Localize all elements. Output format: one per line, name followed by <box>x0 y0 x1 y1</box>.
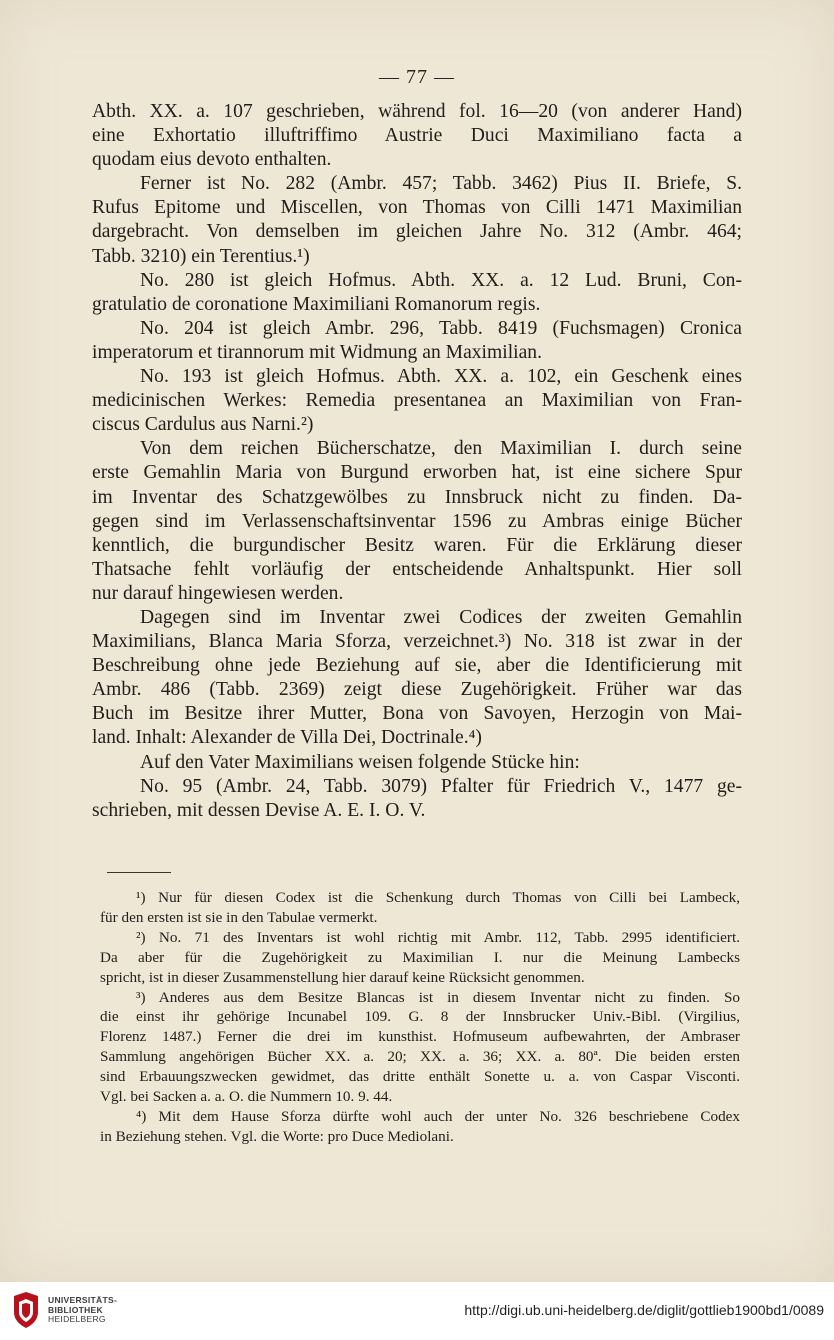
footnote-line: ³) Anderes aus dem Besitze Blancas ist in diesem Inventar nicht zu finden. So <box>136 988 740 1006</box>
body-line: Von dem reichen Bücherschatze, den Maximilian I. durch seine <box>140 438 742 460</box>
body-line: land. Inhalt: Alexander de Villa Dei, Doctrinale.⁴) <box>92 727 482 749</box>
footnote-line: ²) No. 71 des Inventars ist wohl richtig mit Ambr. 112, Tabb. 2995 identificiert. <box>136 928 740 946</box>
footnote-line: in Beziehung stehen. Vgl. die Worte: pro Duce Mediolani. <box>100 1127 454 1145</box>
library-name-line: BIBLIOTHEK <box>48 1304 103 1315</box>
body-line: Ferner ist No. 282 (Ambr. 457; Tabb. 3462) Pius II. Briefe, S. <box>140 173 742 195</box>
body-line: No. 193 ist gleich Hofmus. Abth. XX. a. 102, ein Geschenk eines <box>140 366 742 388</box>
footnote-line: Vgl. bei Sacken a. a. O. die Nummern 10. 9. 44. <box>100 1088 393 1106</box>
body-line: quodam eius devoto enthalten. <box>92 149 332 171</box>
body-line: No. 280 ist gleich Hofmus. Abth. XX. a. 12 Lud. Bruni, Con- <box>140 269 742 291</box>
body-line: Abth. XX. a. 107 geschrieben, während fol. 16—20 (von anderer Hand) <box>92 101 742 122</box>
body-line: No. 95 (Ambr. 24, Tabb. 3079) Pfalter für Friedrich V., 1477 ge- <box>140 775 742 797</box>
body-line: gratulatio de coronatione Maximiliani Romanorum regis. <box>92 293 541 315</box>
body-line: Tabb. 3210) ein Terentius.¹) <box>92 245 310 267</box>
body-line: Ambr. 486 (Tabb. 2369) zeigt diese Zugehörigkeit. Früher war das <box>92 679 742 701</box>
footnote-line: sind Erbauungszwecken gewidmet, das dritte enthält Sonette u. a. von Caspar Visconti. <box>100 1068 740 1086</box>
library-name-line: HEIDELBERG <box>48 1314 106 1324</box>
body-line: Beschreibung ohne jede Beziehung auf sie, aber die Identificierung mit <box>92 655 742 677</box>
body-line: dargebracht. Von demselben im gleichen Jahre No. 312 (Ambr. 464; <box>92 221 742 243</box>
body-line: imperatorum et tirannorum mit Widmung an Maximilian. <box>92 341 542 363</box>
body-line: Maximilians, Blanca Maria Sforza, verzeichnet.³) No. 318 ist zwar in der <box>92 631 742 653</box>
footnote-line: Sammlung angehörigen Bücher XX. a. 20; XX. a. 36; XX. a. 80ª. Die beiden ersten <box>100 1048 740 1066</box>
body-line: No. 204 ist gleich Ambr. 296, Tabb. 8419 (Fuchsmagen) Cronica <box>140 317 742 339</box>
body-line: gegen sind im Verlassenschaftsinventar 1596 zu Ambras einige Bücher <box>92 510 742 532</box>
body-line: eine Exhortatio illuftriffimo Austrie Duci Maximiliano facta a <box>92 125 742 147</box>
body-line: Rufus Epitome und Miscellen, von Thomas von Cilli 1471 Maximilian <box>92 197 742 219</box>
body-line: medicinischen Werkes: Remedia presentanea an Maximilian von Fran- <box>92 390 742 412</box>
footnote-line: spricht, ist in dieser Zusammenstellung hier darauf keine Rücksicht genommen. <box>100 968 585 986</box>
body-line: Thatsache fehlt vorläufig der entscheidende Anhaltspunkt. Hier soll <box>92 558 742 580</box>
library-name-line: UNIVERSITÄTS- <box>48 1295 118 1305</box>
footnotes <box>100 888 740 1147</box>
body-line: nur darauf hingewiesen werden. <box>92 582 344 604</box>
footnote-line: die einst ihr gehörige Incunabel 109. G. 8 der Innsbrucker Univ.-Bibl. (Virgilius, <box>100 1008 740 1026</box>
footer-bar <box>0 1282 834 1340</box>
footnote-line: für den ersten ist sie in den Tabulae vermerkt. <box>100 908 378 926</box>
body-line: im Inventar des Schatzgewölbes zu Innsbruck nicht zu finden. Da- <box>92 486 742 508</box>
body-line: Buch im Besitze ihrer Mutter, Bona von Savoyen, Herzogin von Mai- <box>92 703 742 725</box>
body-line: schrieben, mit dessen Devise A. E. I. O. V. <box>92 799 426 821</box>
library-name <box>48 1296 117 1325</box>
footnote-line: Da aber für die Zugehörigkeit zu Maximilian I. nur die Meinung Lambecks <box>100 948 740 966</box>
body-text <box>92 100 742 823</box>
footnote-divider <box>107 872 171 873</box>
body-line: erste Gemahlin Maria von Burgund erworben hat, ist eine sichere Spur <box>92 462 742 484</box>
body-line: kenntlich, die burgundischer Besitz waren. Für die Erklärung dieser <box>92 534 742 556</box>
footnote-line: Florenz 1487.) Ferner die drei im kunsthist. Hofmuseum aufbewahrten, der Ambraser <box>100 1028 740 1046</box>
body-line: Auf den Vater Maximilians weisen folgende Stücke hin: <box>140 751 580 773</box>
body-line: ciscus Cardulus aus Narni.²) <box>92 414 314 436</box>
university-library-logo-icon <box>8 1290 44 1330</box>
footnote-line: ¹) Nur für diesen Codex ist die Schenkung durch Thomas von Cilli bei Lambeck, <box>136 889 740 906</box>
page-number: — 77 — <box>379 66 455 88</box>
source-url-link[interactable]: http://digi.ub.uni-heidelberg.de/diglit/gottlieb1900bd1/0089 <box>464 1302 824 1318</box>
footnote-line: ⁴) Mit dem Hause Sforza dürfte wohl auch der unter No. 326 beschriebene Codex <box>136 1107 740 1125</box>
body-line: Dagegen sind im Inventar zwei Codices der zweiten Gemahlin <box>140 606 742 628</box>
